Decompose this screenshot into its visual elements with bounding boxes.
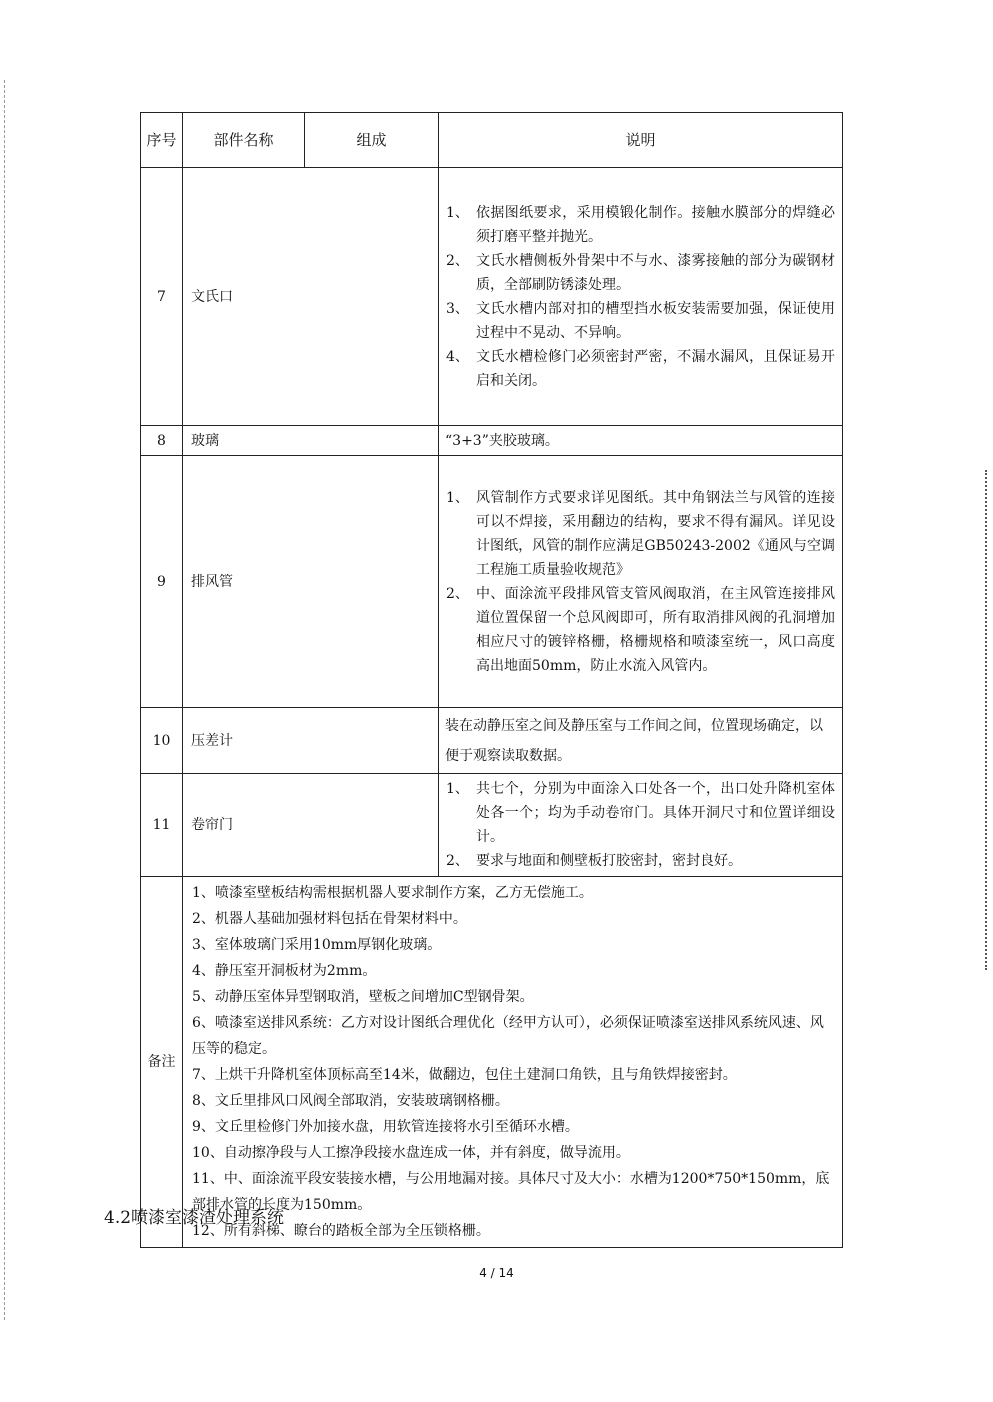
scan-edge-right bbox=[985, 470, 990, 970]
row-no: 8 bbox=[141, 426, 183, 456]
header-name: 部件名称 bbox=[183, 113, 305, 168]
list-item: 2、 中、面涂流平段排风管支管风阀取消，在主风管连接排风道位置保留一个总风阀即可，所有取消排风阀的孔洞增加相应尺寸的镀锌格栅，格栅规格和喷漆室统一，风口高度高出地面50mm，防止水流入风管内。 bbox=[446, 585, 835, 674]
row-description bbox=[439, 456, 843, 708]
table-row bbox=[141, 774, 843, 877]
header-composition: 组成 bbox=[305, 113, 439, 168]
row-no: 11 bbox=[141, 774, 183, 877]
row-no: 10 bbox=[141, 708, 183, 774]
list-item: 1、 风管制作方式要求详见图纸。其中角钢法兰与风管的连接可以不焊接，采用翻边的结构，要求不得有漏风。详见设计图纸，风管的制作应满足GB50243-2002《通风与空调工程施工质量验收规范》 bbox=[446, 489, 835, 578]
remark-item: 12、所有斜梯、瞭台的踏板全部为全压锁格栅。 bbox=[192, 1223, 490, 1239]
spec-table bbox=[140, 112, 843, 1248]
table-row bbox=[141, 426, 843, 456]
page-number: 4 / 14 bbox=[479, 1266, 514, 1280]
header-no: 序号 bbox=[141, 113, 183, 168]
remark-item: 2、机器人基础加强材料包括在骨架材料中。 bbox=[192, 911, 467, 927]
row-name: 压差计 bbox=[183, 708, 439, 774]
table-row bbox=[141, 456, 843, 708]
list-item: 3、 文氏水槽内部对扣的槽型挡水板安装需要加强，保证使用过程中不晃动、不异响。 bbox=[446, 300, 835, 341]
row-description: 装在动静压室之间及静压室与工作间之间，位置现场确定，以便于观察读取数据。 bbox=[439, 708, 843, 774]
remark-item: 6、喷漆室送排风系统：乙方对设计图纸合理优化（经甲方认可），必须保证喷漆室送排风系统风速、风压等的稳定。 bbox=[192, 1015, 824, 1057]
remark-item: 1、喷漆室壁板结构需根据机器人要求制作方案，乙方无偿施工。 bbox=[192, 885, 593, 901]
remark-item: 10、自动擦净段与人工擦净段接水盘连成一体，并有斜度，做导流用。 bbox=[192, 1145, 630, 1161]
row-description bbox=[439, 774, 843, 877]
list-item: 4、 文氏水槽检修门必须密封严密，不漏水漏风，且保证易开启和关闭。 bbox=[446, 348, 835, 389]
list-item: 1、 共七个，分别为中面涂入口处各一个，出口处升降机室体处各一个；均为手动卷帘门。具体开洞尺寸和位置详细设计。 bbox=[446, 781, 835, 845]
row-name: 排风管 bbox=[183, 456, 439, 708]
section-heading: 4.2喷漆室漆渣处理系统 bbox=[104, 1208, 285, 1228]
header-description: 说明 bbox=[439, 113, 843, 168]
remark-item: 11、中、面涂流平段安装接水槽，与公用地漏对接。具体尺寸及大小：水槽为1200*750*150mm，底部排水管的长度为150mm。 bbox=[192, 1171, 830, 1213]
row-name: 文氏口 bbox=[183, 168, 439, 426]
remark-item: 9、文丘里检修门外加接水盘，用软管连接将水引至循环水槽。 bbox=[192, 1119, 579, 1135]
remark-item: 4、静压室开洞板材为2mm。 bbox=[192, 963, 377, 979]
row-description bbox=[439, 168, 843, 426]
remarks-label: 备注 bbox=[141, 877, 183, 1248]
remarks-content bbox=[183, 877, 843, 1248]
table-row bbox=[141, 168, 843, 426]
remark-item: 8、文丘里排风口风阀全部取消，安装玻璃钢格栅。 bbox=[192, 1093, 509, 1109]
row-no: 7 bbox=[141, 168, 183, 426]
row-description: “3+3”夹胶玻璃。 bbox=[439, 426, 843, 456]
remark-item: 7、上烘干升降机室体顶标高至14米，做翻边，包住土建洞口角铁，且与角铁焊接密封。 bbox=[192, 1067, 737, 1083]
row-name: 卷帘门 bbox=[183, 774, 439, 877]
table-row bbox=[141, 708, 843, 774]
remark-item: 3、室体玻璃门采用10mm厚钢化玻璃。 bbox=[192, 937, 442, 953]
list-item: 2、 要求与地面和侧壁板打胶密封，密封良好。 bbox=[446, 853, 742, 869]
scan-edge-left bbox=[4, 80, 6, 1320]
remarks-row bbox=[141, 877, 843, 1248]
row-name: 玻璃 bbox=[183, 426, 439, 456]
list-item: 1、 依据图纸要求，采用模锻化制作。接触水膜部分的焊缝必须打磨平整并抛光。 bbox=[446, 204, 835, 245]
list-item: 2、 文氏水槽侧板外骨架中不与水、漆雾接触的部分为碳钢材质，全部刷防锈漆处理。 bbox=[446, 252, 835, 293]
remark-item: 5、动静压室体异型钢取消，壁板之间增加C型钢骨架。 bbox=[192, 989, 534, 1005]
table-header-row bbox=[141, 113, 843, 168]
row-no: 9 bbox=[141, 456, 183, 708]
